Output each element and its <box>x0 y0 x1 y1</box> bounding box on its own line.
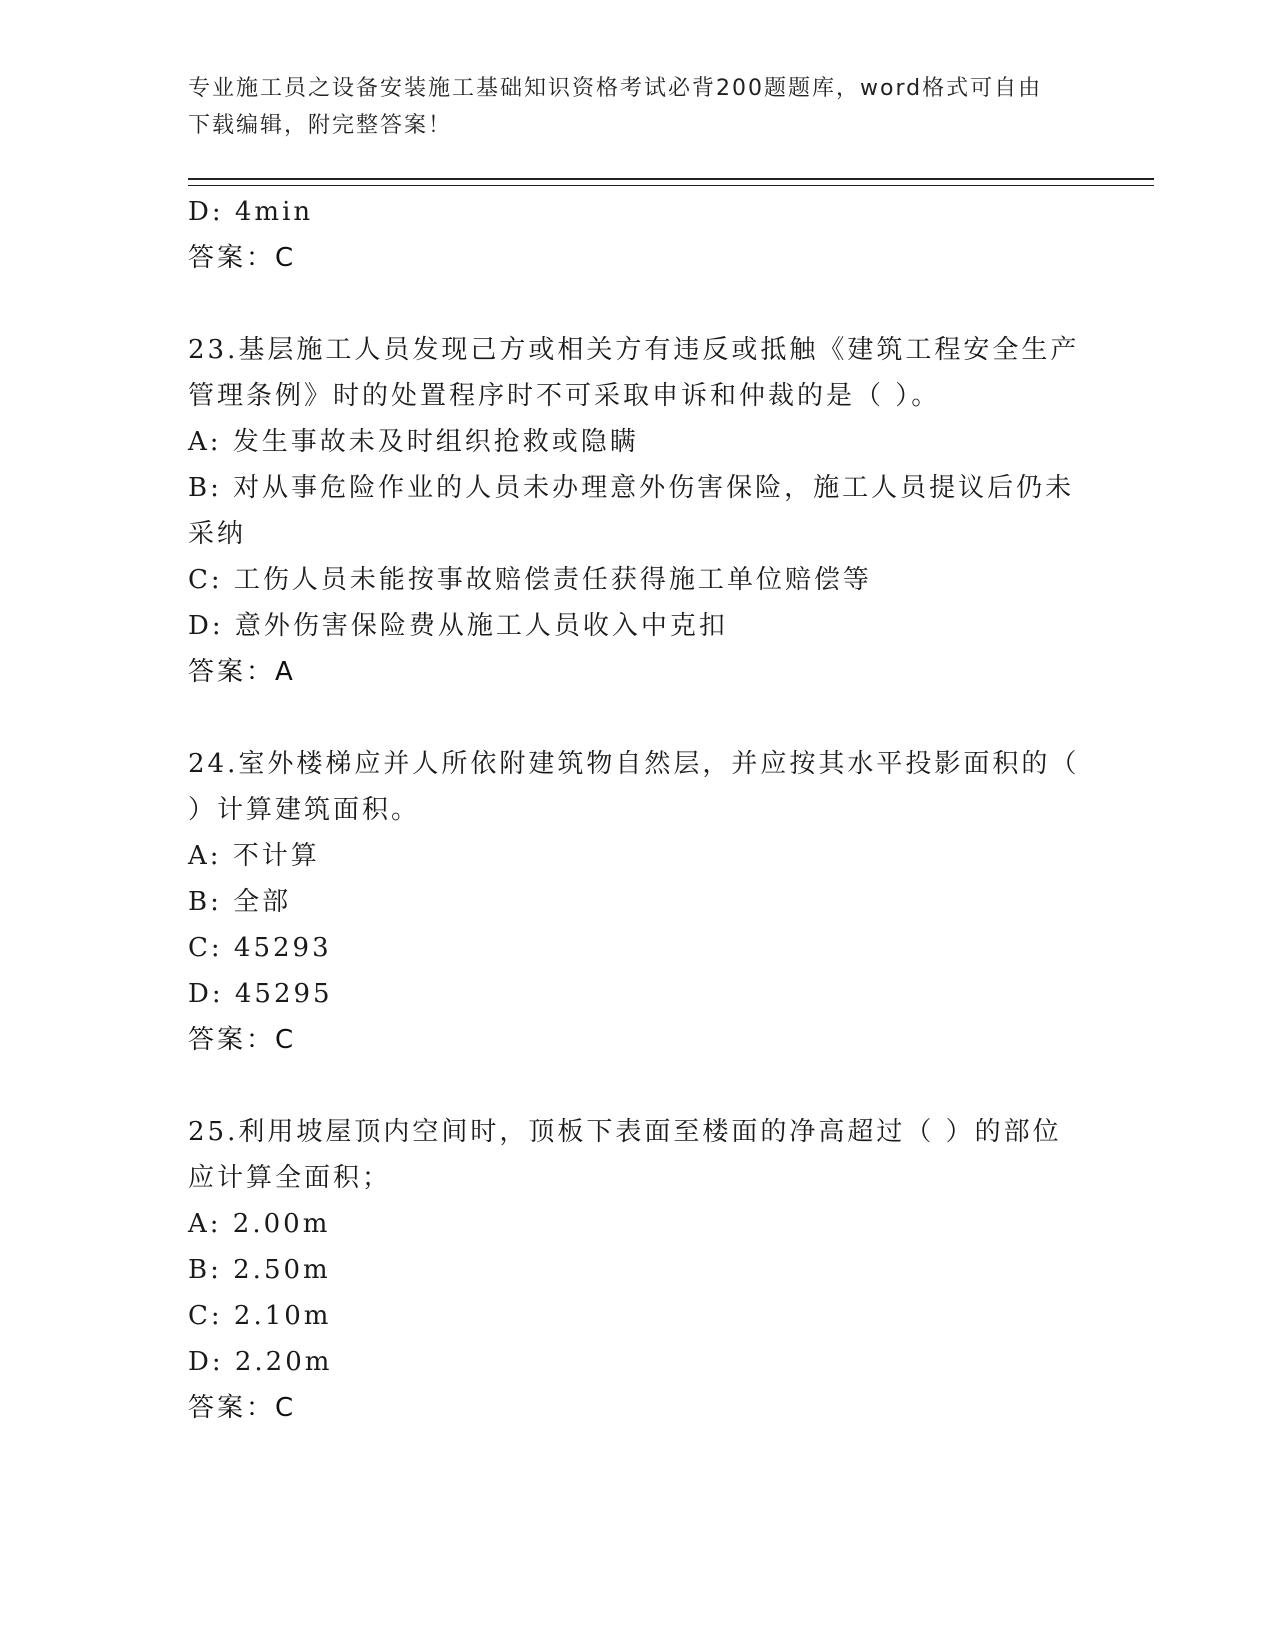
option-c: C: 2.10m <box>188 1301 332 1331</box>
option-c: C: 45293 <box>188 933 332 963</box>
header-line-2: 下载编辑，附完整答案！ <box>188 113 453 138</box>
page-header <box>188 70 1088 144</box>
option-b-continued: 采纳 <box>188 519 247 549</box>
question-stem-line: 23.基层施工人员发现己方或相关方有违反或抵触《建筑工程安全生产 <box>188 335 1080 365</box>
header-divider <box>188 178 1154 186</box>
option-b: B: 全部 <box>188 887 292 917</box>
option-d: D: 2.20m <box>188 1347 333 1377</box>
question-stem-line: 24.室外楼梯应并人所依附建筑物自然层，并应按其水平投影面积的（ <box>188 749 1080 779</box>
question-stem-line: ）计算建筑面积。 <box>188 795 421 825</box>
answer: 答案：A <box>188 657 296 687</box>
option-c: C: 工伤人员未能按事故赔偿责任获得施工单位赔偿等 <box>188 565 872 595</box>
question-24 <box>188 741 1088 1063</box>
option-b: B: 对从事危险作业的人员未办理意外伤害保险，施工人员提议后仍未 <box>188 473 1075 503</box>
answer: 答案：C <box>188 243 297 273</box>
option-d: D: 4min <box>188 197 314 227</box>
question-stem-line: 25.利用坡屋顶内空间时，顶板下表面至楼面的净高超过（ ）的部位 <box>188 1117 1062 1147</box>
question-23 <box>188 327 1088 695</box>
question-stem-line: 管理条例》时的处置程序时不可采取申诉和仲裁的是（ ）。 <box>188 381 941 411</box>
answer: 答案：C <box>188 1393 297 1423</box>
option-a: A: 不计算 <box>188 841 320 871</box>
option-a: A: 发生事故未及时组织抢救或隐瞒 <box>188 427 639 457</box>
question-25 <box>188 1109 1088 1431</box>
option-a: A: 2.00m <box>188 1209 331 1239</box>
previous-question-tail <box>188 189 1088 281</box>
document-body <box>188 189 1088 1431</box>
header-line-1: 专业施工员之设备安装施工基础知识资格考试必背200题题库，word格式可自由 <box>188 76 1043 101</box>
option-b: B: 2.50m <box>188 1255 331 1285</box>
option-d: D: 意外伤害保险费从施工人员收入中克扣 <box>188 611 728 641</box>
option-d: D: 45295 <box>188 979 333 1009</box>
answer: 答案：C <box>188 1025 297 1055</box>
question-stem-line: 应计算全面积； <box>188 1163 392 1193</box>
